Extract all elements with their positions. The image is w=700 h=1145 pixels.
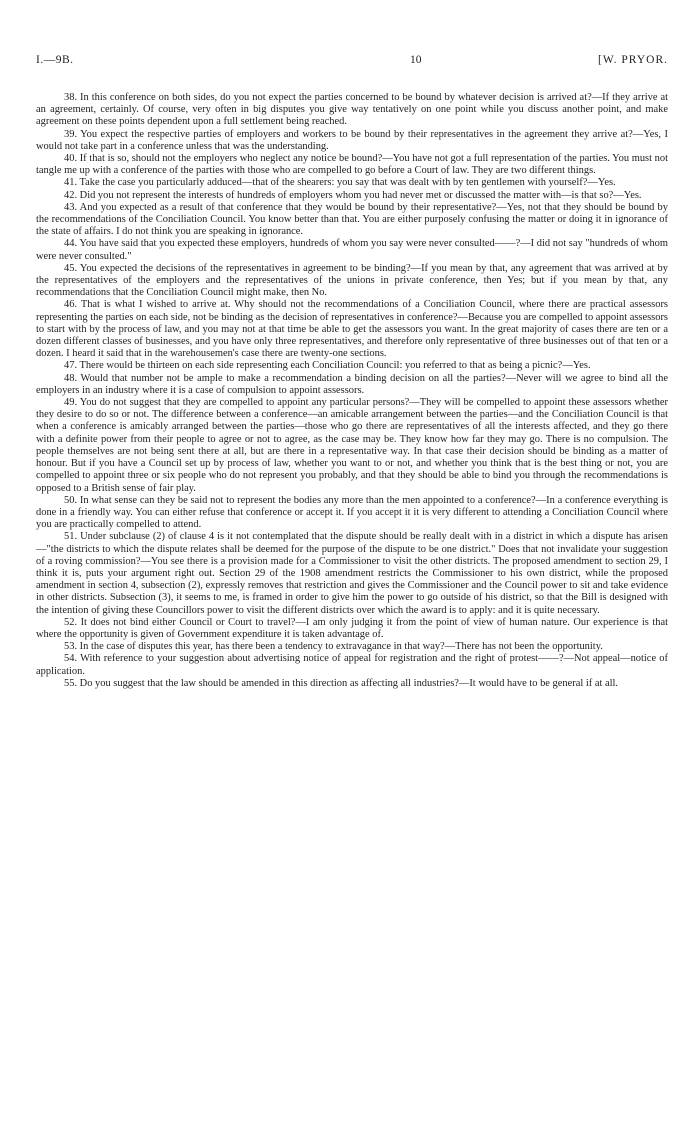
- document-body: [36, 92, 668, 690]
- paragraph-39: 39. You expect the respective parties of employers and workers to be bound by their representatives in the agreement they arrive at?—Yes, I would not take part in a conference unless that was the understanding.: [36, 128, 668, 152]
- paragraph-50: 50. In what sense can they be said not to represent the bodies any more than the men appointed to a conference?—In a conference everything is done in a friendly way. You can either refuse that conference or accept it. If you accept it it is very different to attending a Conciliation Council where you are practically compelled to attend.: [36, 494, 668, 531]
- paragraph-54: 54. With reference to your suggestion about advertising notice of appeal for registration and the right of protest——?—Not appeal—notice of application.: [36, 653, 668, 677]
- page-header: [36, 54, 668, 66]
- paragraph-43: 43. And you expected as a result of that conference that they would be bound by their representative?—Yes, not that they should be bound by the recommendations of the Conciliation Council. You know better than that. You are either purposely confusing the matter or doing it in ignorance of the state of affairs. I do not think you are speaking in ignorance.: [36, 201, 668, 238]
- page-number: 10: [410, 54, 422, 66]
- paragraph-40: 40. If that is so, should not the employers who neglect any notice be bound?—You have not got a full representation of the parties. You must not tangle me up with a conference of the parties with those who are compelled to go before a Court of law. They are two different things.: [36, 153, 668, 177]
- paragraph-41: 41. Take the case you particularly adduced—that of the shearers: you say that was dealt with by ten gentlemen with yourself?—Yes.: [64, 177, 616, 189]
- paragraph-46: 46. That is what I wished to arrive at. Why should not the recommendations of a Conciliation Council, where there are practical assessors representing the parties on each side, not be binding as the decision of representatives in conference?—Because you are compelled to appoint assessors to start with by the process of law, and you may not at that time be able to get the assessors you want. In the great majority of cases there are ten or a dozen different classes of businesses, and you have only three representatives, and therefore only representative of three businesses out of that ten or a dozen. I heard it said that in the warehousemen's case there are twenty-one sections.: [36, 299, 668, 360]
- paragraph-48: 48. Would that number not be ample to make a recommendation a binding decision on all the parties?—Never will we agree to bind all the employers in an industry where it is a case of compulsion to appoint assessors.: [36, 372, 668, 396]
- paragraph-47: 47. There would be thirteen on each side representing each Conciliation Council: you referred to that as being a picnic?—Yes.: [64, 360, 591, 372]
- paragraph-45: 45. You expected the decisions of the representatives in agreement to be binding?—If you mean by that, any agreement that was arrived at by the representatives of the employers and the representatives of the unions in private conference, then Yes; but if you mean by that, any recommendations that the Conciliation Council might make, then No.: [36, 262, 668, 299]
- witness-name: [W. PRYOR.: [598, 54, 668, 66]
- paragraph-55: 55. Do you suggest that the law should be amended in this direction as affecting all industries?—It would have to be general if at all.: [64, 677, 619, 689]
- paragraph-52: 52. It does not bind either Council or Court to travel?—I am only judging it from the point of view of human nature. Our experience is that where the opportunity is given of Government expenditure it is taken advantage of.: [36, 616, 668, 640]
- paragraph-49: 49. You do not suggest that they are compelled to appoint any particular persons?—They will be compelled to appoint these assessors whether they desire to do so or not. The difference between a conference—an amicable arrangement between the parties—and the Conciliation Council is that when a conference is amicably arranged between the parties—those who go there are representatives of all the interests affected, and they go there with a definite power from their people to agree or not to agree, as the case may be. They know how far they may go. There is no compulsion. The people themselves are not being sent there at all, but are there in a representative way. In that case their decision should be binding as a matter of honour. But if you have a Council set up by process of law, whether you want to or not, and whether you think that is the best thing or not, you are compelled to appoint three or six people who do not represent you probably, and that they should be able to bind you through the recommendations is opposed to a British sense of fair play.: [36, 397, 668, 494]
- document-page: [36, 54, 668, 690]
- paragraph-38: 38. In this conference on both sides, do you not expect the parties concerned to be bound by whatever decision is arrived at?—If they arrive at an agreement, certainly. Of course, very often in big disputes you give way tentatively on one point while you discuss another point, and make agreement on these points dependent upon a full settlement being reached.: [36, 92, 668, 128]
- paragraph-44: 44. You have said that you expected these employers, hundreds of whom you say were never consulted——?—I did not say "hundreds of whom were never consulted.": [36, 238, 668, 262]
- paragraph-42: 42. Did you not represent the interests of hundreds of employers whom you had never met or discussed the matter with—is that so?—Yes.: [64, 189, 642, 201]
- paragraph-53: 53. In the case of disputes this year, has there been a tendency to extravagance in that way?—There has not been the opportunity.: [64, 641, 603, 653]
- paragraph-51: 51. Under subclause (2) of clause 4 is it not contemplated that the dispute should be really dealt with in a district in which a dispute has arisen—"the districts to which the dispute relates shall be deemed for the purpose of the dispute to be one district." Does that not invalidate your suggestion of a roving commission?—You see there is a provision made for a Commissioner to visit the other districts. The proposed amendment to section 29, I think it is, puts your argument right out. Section 29 of the 1908 amendment restricts the Commissioner to his own district, while the proposed amendment in section 4, subsection (2), expressly removes that restriction and gives the Commissioner and the Council power to sit and take evidence in other districts. Subsection (3), it seems to me, is framed in order to give him the power to go outside of his district, so that the Bill is designed with the intention of giving these Councillors power to visit the different districts over which the award is to apply: and it is quite necessary.: [36, 531, 668, 616]
- document-reference: I.—9B.: [36, 54, 74, 66]
